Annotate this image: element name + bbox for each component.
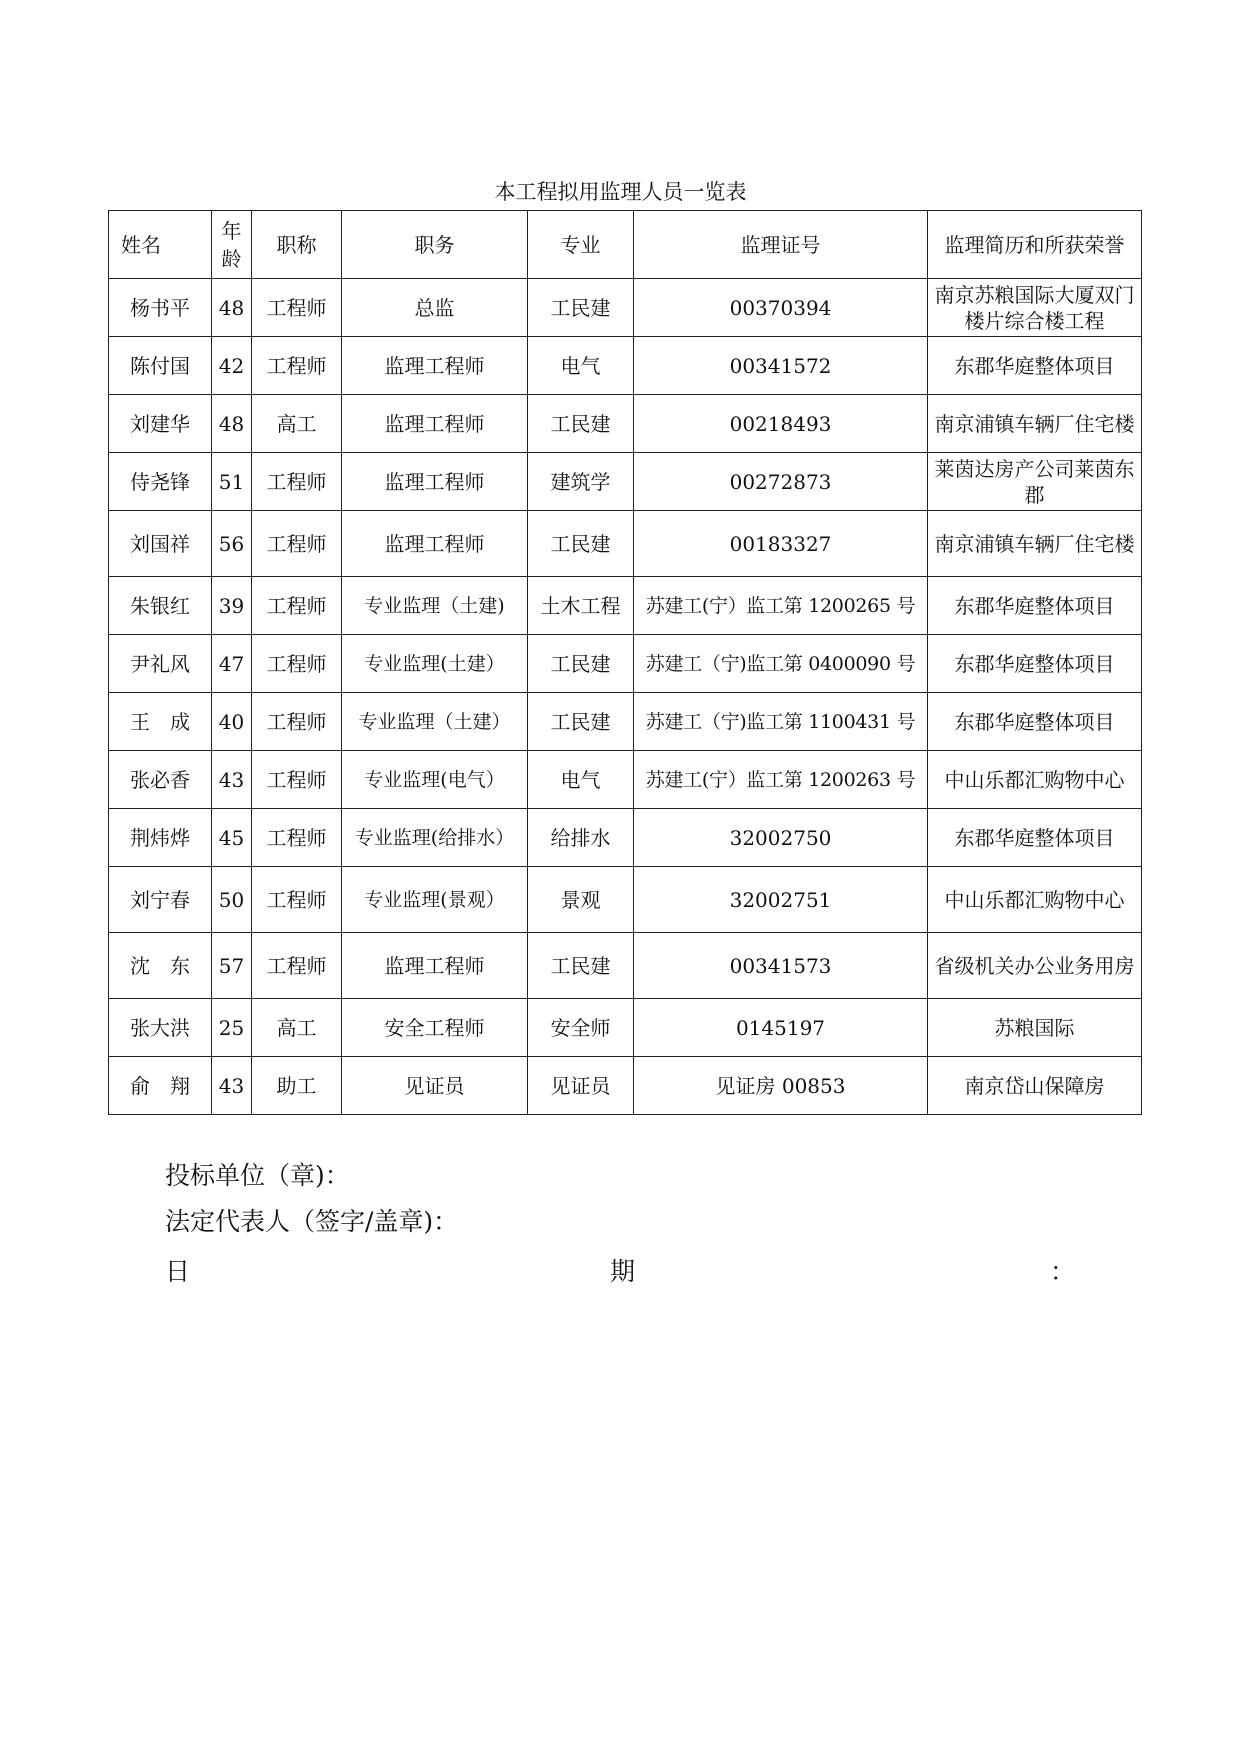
cell-name: 张大洪 bbox=[109, 999, 212, 1057]
table-row bbox=[109, 693, 1142, 751]
cell-resume: 东郡华庭整体项目 bbox=[928, 809, 1142, 867]
cell-specialty: 工民建 bbox=[528, 635, 634, 693]
cell-specialty: 工民建 bbox=[528, 933, 634, 999]
cell-specialty: 建筑学 bbox=[528, 453, 634, 511]
table-row bbox=[109, 867, 1142, 933]
cell-specialty: 景观 bbox=[528, 867, 634, 933]
cell-title: 工程师 bbox=[252, 867, 342, 933]
header-cell-license: 监理证号 bbox=[634, 211, 928, 279]
cell-age: 48 bbox=[212, 395, 252, 453]
cell-position: 专业监理（土建) bbox=[342, 577, 528, 635]
cell-resume: 南京浦镇车辆厂住宅楼 bbox=[928, 395, 1142, 453]
cell-specialty: 给排水 bbox=[528, 809, 634, 867]
table-row bbox=[109, 577, 1142, 635]
cell-title: 工程师 bbox=[252, 693, 342, 751]
header-cell-age: 年龄 bbox=[212, 211, 252, 279]
cell-age: 43 bbox=[212, 751, 252, 809]
cell-name: 侍尧锋 bbox=[109, 453, 212, 511]
cell-resume: 苏粮国际 bbox=[928, 999, 1142, 1057]
cell-position: 专业监理(土建） bbox=[342, 635, 528, 693]
cell-resume: 南京浦镇车辆厂住宅楼 bbox=[928, 511, 1142, 577]
cell-resume: 中山乐都汇购物中心 bbox=[928, 751, 1142, 809]
cell-license: 见证房 00853 bbox=[634, 1057, 928, 1115]
cell-title: 工程师 bbox=[252, 511, 342, 577]
cell-age: 42 bbox=[212, 337, 252, 395]
table-header-row bbox=[109, 211, 1142, 279]
cell-position: 总监 bbox=[342, 279, 528, 337]
cell-specialty: 见证员 bbox=[528, 1057, 634, 1115]
cell-name: 王 成 bbox=[109, 693, 212, 751]
cell-name: 刘宁春 bbox=[109, 867, 212, 933]
table-row bbox=[109, 337, 1142, 395]
cell-license: 00272873 bbox=[634, 453, 928, 511]
cell-license: 32002751 bbox=[634, 867, 928, 933]
cell-resume: 省级机关办公业务用房 bbox=[928, 933, 1142, 999]
cell-specialty: 工民建 bbox=[528, 511, 634, 577]
cell-name: 尹礼风 bbox=[109, 635, 212, 693]
cell-title: 工程师 bbox=[252, 751, 342, 809]
cell-specialty: 工民建 bbox=[528, 395, 634, 453]
cell-name: 刘国祥 bbox=[109, 511, 212, 577]
table-row bbox=[109, 751, 1142, 809]
date-line bbox=[0, 1252, 1241, 1288]
cell-position: 专业监理(电气） bbox=[342, 751, 528, 809]
cell-position: 监理工程师 bbox=[342, 933, 528, 999]
cell-license: 00370394 bbox=[634, 279, 928, 337]
cell-license: 00341573 bbox=[634, 933, 928, 999]
cell-license: 苏建工(宁）监工第 1200263 号 bbox=[634, 751, 928, 809]
header-cell-name: 姓名 bbox=[109, 211, 212, 279]
cell-name: 朱银红 bbox=[109, 577, 212, 635]
cell-position: 专业监理（土建） bbox=[342, 693, 528, 751]
header-cell-title: 职称 bbox=[252, 211, 342, 279]
cell-title: 工程师 bbox=[252, 809, 342, 867]
cell-age: 51 bbox=[212, 453, 252, 511]
cell-resume: 中山乐都汇购物中心 bbox=[928, 867, 1142, 933]
bidder-label: 投标单位（章)： bbox=[165, 1161, 350, 1190]
cell-age: 56 bbox=[212, 511, 252, 577]
cell-position: 监理工程师 bbox=[342, 511, 528, 577]
cell-license: 00183327 bbox=[634, 511, 928, 577]
cell-license: 0145197 bbox=[634, 999, 928, 1057]
cell-title: 工程师 bbox=[252, 453, 342, 511]
cell-position: 监理工程师 bbox=[342, 453, 528, 511]
cell-name: 俞 翔 bbox=[109, 1057, 212, 1115]
cell-resume: 东郡华庭整体项目 bbox=[928, 635, 1142, 693]
cell-specialty: 土木工程 bbox=[528, 577, 634, 635]
cell-name: 刘建华 bbox=[109, 395, 212, 453]
table-row bbox=[109, 1057, 1142, 1115]
table-row bbox=[109, 395, 1142, 453]
cell-specialty: 电气 bbox=[528, 337, 634, 395]
cell-title: 工程师 bbox=[252, 337, 342, 395]
table-row bbox=[109, 635, 1142, 693]
cell-position: 监理工程师 bbox=[342, 337, 528, 395]
cell-title: 高工 bbox=[252, 999, 342, 1057]
cell-title: 工程师 bbox=[252, 577, 342, 635]
cell-license: 00341572 bbox=[634, 337, 928, 395]
cell-position: 专业监理(给排水） bbox=[342, 809, 528, 867]
cell-license: 苏建工（宁)监工第 1100431 号 bbox=[634, 693, 928, 751]
cell-age: 57 bbox=[212, 933, 252, 999]
cell-name: 荆炜烨 bbox=[109, 809, 212, 867]
page-title: 本工程拟用监理人员一览表 bbox=[494, 180, 747, 204]
cell-position: 见证员 bbox=[342, 1057, 528, 1115]
cell-license: 32002750 bbox=[634, 809, 928, 867]
staff-table bbox=[108, 210, 1142, 1115]
cell-position: 监理工程师 bbox=[342, 395, 528, 453]
cell-specialty: 工民建 bbox=[528, 279, 634, 337]
cell-position: 安全工程师 bbox=[342, 999, 528, 1057]
cell-title: 工程师 bbox=[252, 279, 342, 337]
date-char-qi: 期 bbox=[610, 1257, 636, 1286]
cell-age: 50 bbox=[212, 867, 252, 933]
cell-resume: 东郡华庭整体项目 bbox=[928, 337, 1142, 395]
cell-license: 00218493 bbox=[634, 395, 928, 453]
cell-resume: 南京岱山保障房 bbox=[928, 1057, 1142, 1115]
cell-resume: 东郡华庭整体项目 bbox=[928, 577, 1142, 635]
cell-title: 工程师 bbox=[252, 933, 342, 999]
cell-title: 工程师 bbox=[252, 635, 342, 693]
header-cell-resume: 监理简历和所获荣誉 bbox=[928, 211, 1142, 279]
date-colon: ： bbox=[1050, 1257, 1076, 1286]
table-row bbox=[109, 279, 1142, 337]
cell-resume: 莱茵达房产公司莱茵东郡 bbox=[928, 453, 1142, 511]
cell-title: 高工 bbox=[252, 395, 342, 453]
cell-name: 沈 东 bbox=[109, 933, 212, 999]
cell-age: 25 bbox=[212, 999, 252, 1057]
cell-age: 43 bbox=[212, 1057, 252, 1115]
header-cell-specialty: 专业 bbox=[528, 211, 634, 279]
cell-name: 陈付国 bbox=[109, 337, 212, 395]
header-cell-position: 职务 bbox=[342, 211, 528, 279]
cell-name: 张必香 bbox=[109, 751, 212, 809]
cell-resume: 南京苏粮国际大厦双门楼片综合楼工程 bbox=[928, 279, 1142, 337]
cell-position: 专业监理(景观） bbox=[342, 867, 528, 933]
cell-specialty: 电气 bbox=[528, 751, 634, 809]
cell-age: 47 bbox=[212, 635, 252, 693]
cell-title: 助工 bbox=[252, 1057, 342, 1115]
cell-resume: 东郡华庭整体项目 bbox=[928, 693, 1142, 751]
table-row bbox=[109, 999, 1142, 1057]
table-row bbox=[109, 511, 1142, 577]
cell-age: 45 bbox=[212, 809, 252, 867]
cell-age: 39 bbox=[212, 577, 252, 635]
cell-age: 40 bbox=[212, 693, 252, 751]
legal-rep-label: 法定代表人（签字/盖章)： bbox=[165, 1207, 459, 1236]
date-char-ri: 日 bbox=[165, 1257, 191, 1286]
table-row bbox=[109, 933, 1142, 999]
cell-specialty: 安全师 bbox=[528, 999, 634, 1057]
table-row bbox=[109, 453, 1142, 511]
cell-specialty: 工民建 bbox=[528, 693, 634, 751]
cell-name: 杨书平 bbox=[109, 279, 212, 337]
table-row bbox=[109, 809, 1142, 867]
cell-license: 苏建工(宁）监工第 1200265 号 bbox=[634, 577, 928, 635]
cell-license: 苏建工（宁)监工第 0400090 号 bbox=[634, 635, 928, 693]
cell-age: 48 bbox=[212, 279, 252, 337]
